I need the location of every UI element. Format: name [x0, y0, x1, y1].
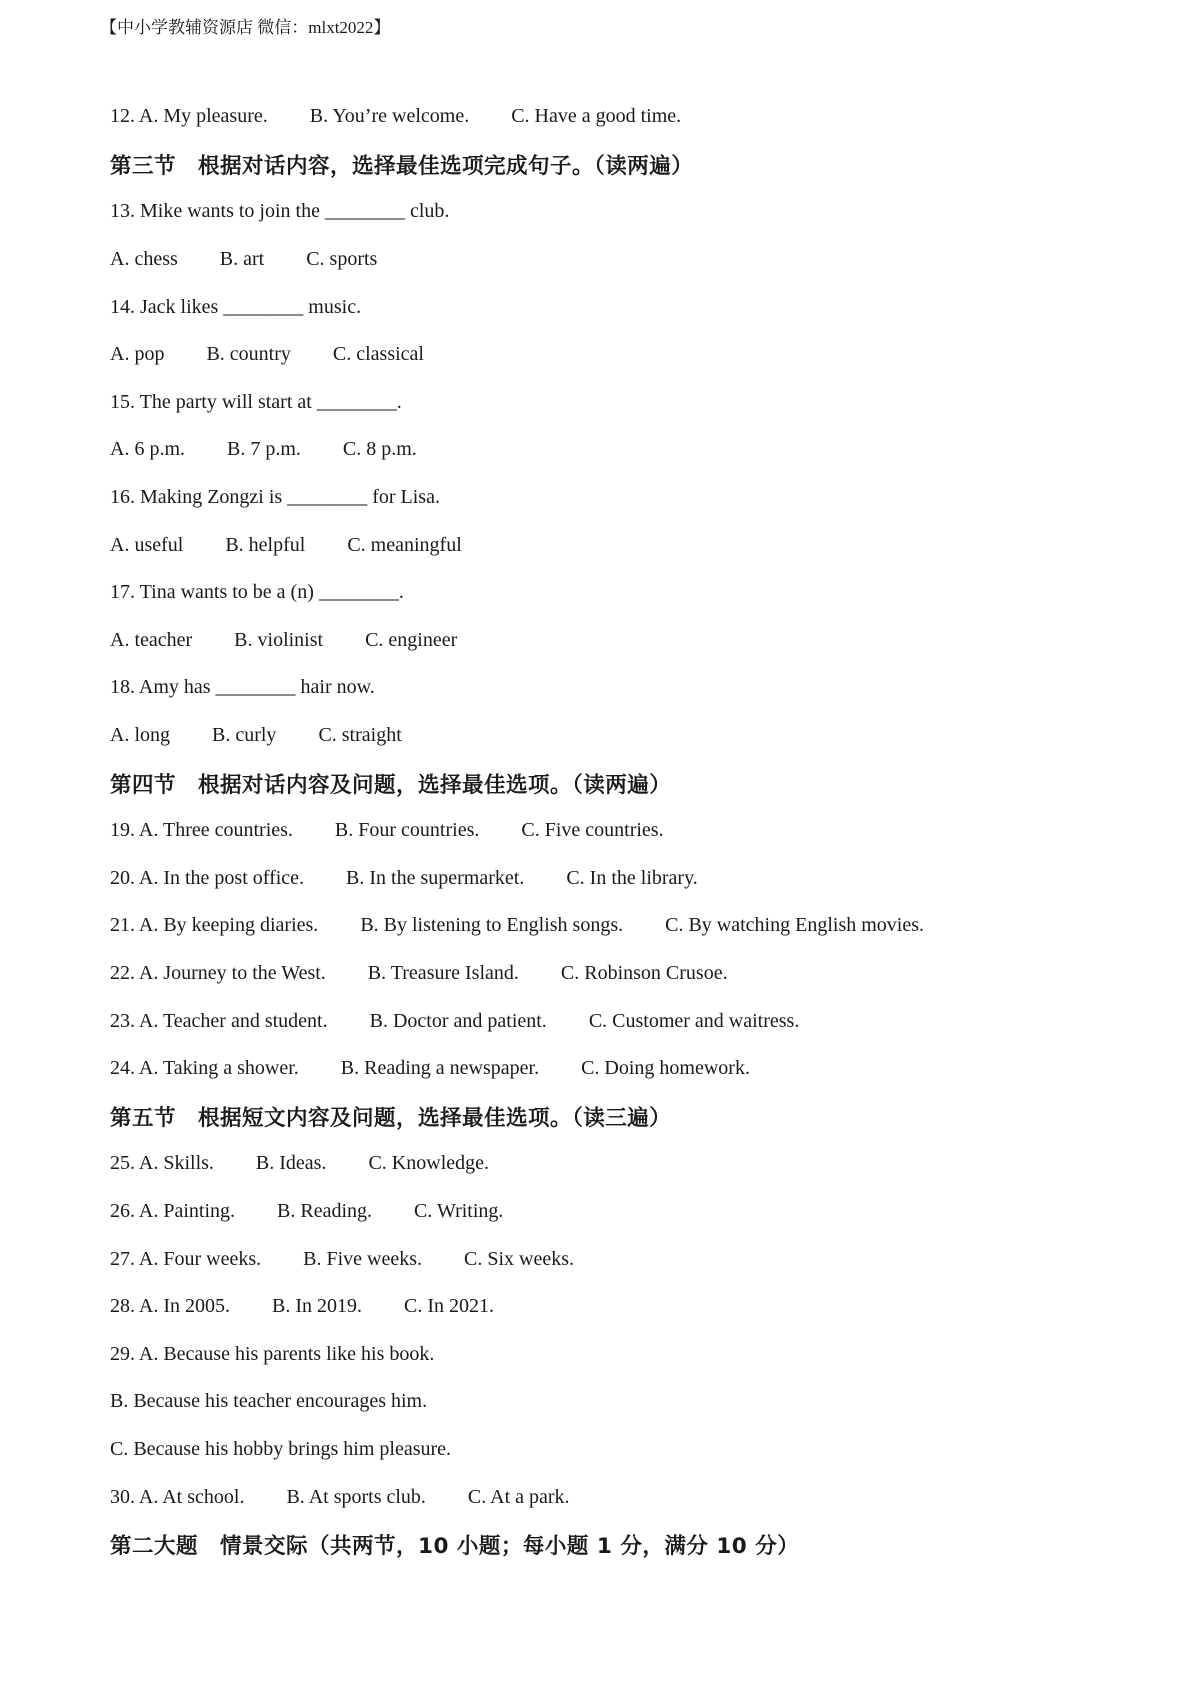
answer-option: A. chess [110, 248, 178, 271]
answer-option: 25. A. Skills. [110, 1152, 214, 1175]
answer-option: C. straight [318, 724, 402, 747]
answer-option: C. 8 p.m. [342, 438, 417, 461]
answer-option: A. long [110, 724, 170, 747]
answer-option: C. Have a good time. [511, 105, 682, 128]
answer-option: C. sports [306, 248, 378, 271]
answer-option: A. teacher [110, 628, 193, 651]
question-line: 13. Mike wants to join the ________ club. [110, 200, 450, 223]
option-row [110, 236, 1170, 284]
option-row [110, 855, 1170, 903]
question-line: 17. Tina wants to be a (n) ________. [110, 581, 404, 604]
answer-option: A. pop [110, 343, 165, 366]
exam-content [110, 93, 1170, 1568]
option-row [110, 331, 1170, 379]
answer-option: B. Treasure Island. [367, 961, 519, 984]
option-row [110, 1045, 1170, 1093]
answer-option: B. Reading a newspaper. [340, 1057, 540, 1080]
answer-option: C. engineer [365, 628, 458, 651]
option-row [110, 93, 1170, 141]
answer-option: 28. A. In 2005. [110, 1295, 230, 1318]
answer-option: B. By listening to English songs. [360, 914, 624, 937]
answer-option: C. Knowledge. [368, 1152, 490, 1175]
option-row [110, 521, 1170, 569]
answer-option: A. useful [110, 533, 184, 556]
answer-option: 30. A. At school. [110, 1485, 245, 1508]
answer-option: B. In 2019. [272, 1295, 362, 1318]
answer-option: C. meaningful [347, 533, 462, 556]
option-row [110, 997, 1170, 1045]
answer-option: B. Ideas. [255, 1152, 327, 1175]
answer-option: 22. A. Journey to the West. [110, 961, 326, 984]
answer-option: B. violinist [234, 628, 324, 651]
section-heading: 第三节 根据对话内容，选择最佳选项完成句子。（读两遍） [110, 153, 694, 179]
answer-option: B. Reading. [277, 1199, 373, 1222]
option-row [110, 426, 1170, 474]
question-line: 18. Amy has ________ hair now. [110, 676, 375, 699]
answer-option: B. In the supermarket. [346, 866, 525, 889]
answer-option: 21. A. By keeping diaries. [110, 914, 319, 937]
answer-option: B. art [219, 248, 265, 271]
page-header: 【中小学教辅资源店 微信：mlxt2022】 [100, 18, 391, 37]
option-row [110, 807, 1170, 855]
answer-option: C. In 2021. [404, 1295, 494, 1318]
option-row [110, 617, 1170, 665]
answer-option: 26. A. Painting. [110, 1199, 236, 1222]
option-row [110, 950, 1170, 998]
answer-option: C. Customer and waitress. [588, 1009, 800, 1032]
answer-option: B. country [206, 343, 291, 366]
answer-option: C. Six weeks. [464, 1247, 574, 1270]
option-row [110, 1188, 1170, 1236]
answer-option: C. Five countries. [521, 819, 664, 842]
answer-option: C. Doing homework. [581, 1057, 750, 1080]
answer-option: C. Writing. [414, 1199, 504, 1222]
answer-option: B. curly [212, 724, 277, 747]
answer-option: 24. A. Taking a shower. [110, 1057, 299, 1080]
option-row [110, 712, 1170, 760]
answer-option: 19. A. Three countries. [110, 819, 293, 842]
question-line: 14. Jack likes ________ music. [110, 295, 362, 318]
answer-option: C. classical [332, 343, 424, 366]
answer-option: 27. A. Four weeks. [110, 1247, 262, 1270]
question-line: C. Because his hobby brings him pleasure. [110, 1437, 452, 1460]
answer-option: C. At a park. [467, 1485, 570, 1508]
option-row [110, 902, 1170, 950]
option-row [110, 1235, 1170, 1283]
option-row [110, 1140, 1170, 1188]
answer-option: B. At sports club. [286, 1485, 426, 1508]
answer-option: B. helpful [225, 533, 306, 556]
section-heading: 第五节 根据短文内容及问题，选择最佳选项。（读三遍） [110, 1105, 672, 1131]
answer-option: C. Robinson Crusoe. [560, 961, 728, 984]
section-heading: 第二大题 情景交际（共两节，10 小题；每小题 1 分，满分 10 分） [110, 1534, 800, 1560]
answer-option: B. 7 p.m. [227, 438, 301, 461]
answer-option: A. 6 p.m. [110, 438, 185, 461]
answer-option: 20. A. In the post office. [110, 866, 305, 889]
option-row [110, 1473, 1170, 1521]
answer-option: B. Doctor and patient. [369, 1009, 547, 1032]
question-line: B. Because his teacher encourages him. [110, 1390, 428, 1413]
section-heading: 第四节 根据对话内容及问题，选择最佳选项。（读两遍） [110, 772, 672, 798]
question-line: 16. Making Zongzi is ________ for Lisa. [110, 486, 440, 509]
option-row [110, 1283, 1170, 1331]
answer-option: 12. A. My pleasure. [110, 105, 268, 128]
question-line: 15. The party will start at ________. [110, 390, 402, 413]
answer-option: C. In the library. [566, 866, 698, 889]
answer-option: 23. A. Teacher and student. [110, 1009, 328, 1032]
answer-option: B. You’re welcome. [309, 105, 470, 128]
question-line: 29. A. Because his parents like his book. [110, 1342, 435, 1365]
answer-option: B. Five weeks. [303, 1247, 422, 1270]
answer-option: C. By watching English movies. [665, 914, 925, 937]
answer-option: B. Four countries. [334, 819, 480, 842]
